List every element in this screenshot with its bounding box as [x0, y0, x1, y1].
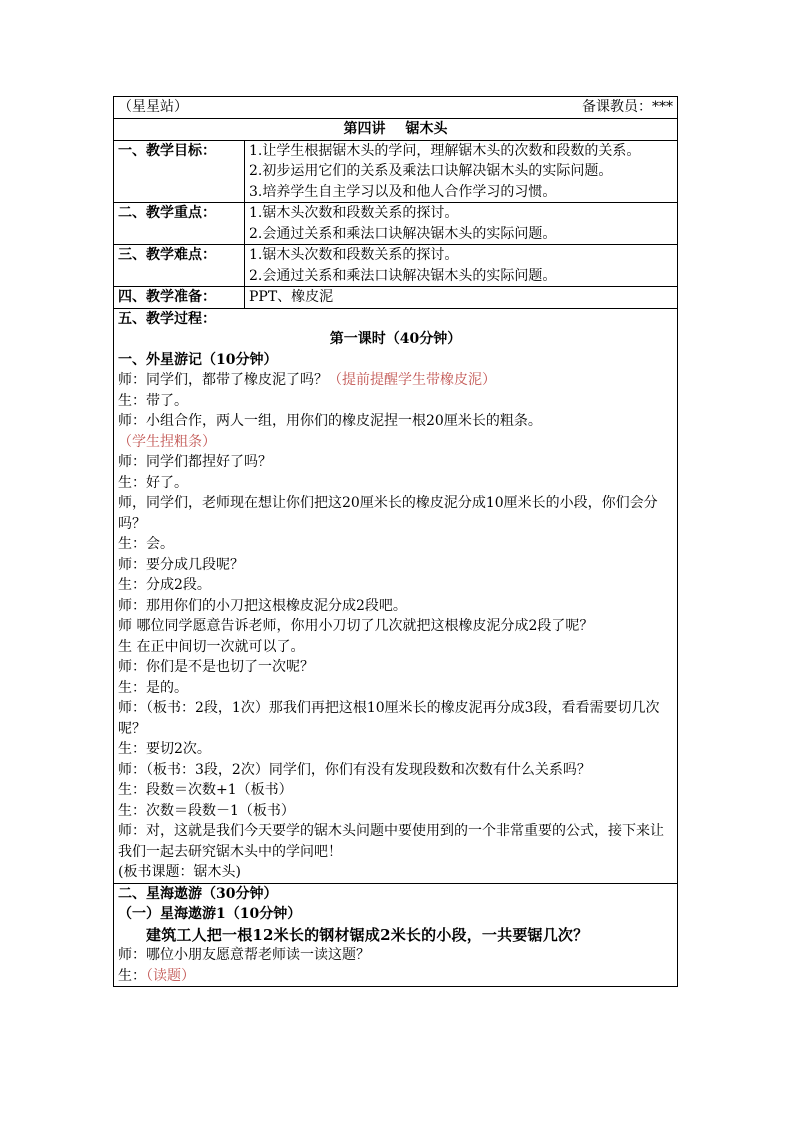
dialogue-text: 生：好了。: [118, 474, 188, 491]
part2-title: 二、星海遨游（30分钟）: [118, 885, 278, 902]
dialogue-text: 师：那用你们的小刀把这根橡皮泥分成2段吧。: [118, 597, 407, 614]
dialogue-line: [118, 637, 673, 658]
dialogue-text: 生：: [118, 967, 146, 984]
goals-content: [245, 140, 678, 203]
dialogue-line: [118, 945, 673, 966]
teaching-note: （学生捏粗条）: [118, 433, 216, 450]
difficulty-item: 2.会通过关系和乘法口诀解决锯木头的实际问题。: [249, 267, 557, 284]
dialogue-text: 师：哪位小朋友愿意帮老师读一读这题？: [118, 947, 370, 963]
preparation-row: [114, 287, 678, 309]
problem-statement: 建筑工人把一根12米长的钢材锯成2米长的小段，一共要锯几次？: [146, 925, 589, 944]
dialogue-line: [118, 473, 673, 494]
part2-content: [114, 883, 678, 987]
key-points-label: 二、教学重点：: [114, 203, 245, 245]
station-label: （星星站）: [118, 99, 188, 115]
dialogue-line: [118, 391, 673, 412]
lesson-plan: [113, 96, 677, 987]
dialogue-line: [118, 801, 673, 822]
title-row: [114, 119, 678, 141]
dialogue-text: 生 在正中间切一次就可以了。: [118, 638, 305, 655]
dialogue-line: [118, 555, 673, 576]
session-title: 第一课时（40分钟）: [329, 331, 462, 347]
key-points-content: [245, 203, 678, 245]
after-dialogue-list: [118, 945, 673, 986]
difficulties-content: [245, 245, 678, 287]
goal-item: 3.培养学生自主学习以及和他人合作学习的习惯。: [249, 183, 557, 200]
dialogue-text: 生：次数＝段数－1（板书）: [118, 802, 295, 819]
process-content: [114, 308, 678, 883]
difficulties-label: 三、教学难点：: [114, 245, 245, 287]
preparation-value: PPT、橡皮泥: [245, 287, 678, 309]
teaching-note: （读题）: [146, 967, 195, 984]
part2-row: [114, 883, 678, 987]
dialogue-line: [118, 493, 673, 534]
dialogue-line: [118, 534, 673, 555]
difficulty-item: 1.锯木头次数和段数关系的探讨。: [249, 247, 459, 263]
dialogue-line: [118, 760, 673, 781]
dialogue-text: (板书课题：锯木头): [118, 864, 241, 880]
key-point-item: 1.锯木头次数和段数关系的探讨。: [249, 205, 459, 221]
dialogue-text: 生：是的。: [118, 679, 188, 696]
dialogue-line: [118, 739, 673, 760]
dialogue-text: 生：带了。: [118, 392, 188, 409]
dialogue-text: 生：分成2段。: [118, 577, 211, 593]
dialogue-line: [118, 821, 673, 862]
dialogue-text: 师：同学们，都带了橡皮泥了吗？: [118, 372, 328, 388]
dialogue-text: 师，同学们，老师现在想让你们把这20厘米长的橡皮泥分成10厘米长的小段，你们会分吗？: [118, 495, 658, 532]
part2-subtitle: （一）星海遨游1（10分钟）: [118, 906, 302, 922]
dialogue-line: [118, 657, 673, 678]
dialogue-text: 师 哪位同学愿意告诉老师，你用小刀切了几次就把这根橡皮泥分成2段了呢？: [118, 618, 594, 634]
dialogue-text: 师：（板书：2段，1次）那我们再把这根10厘米长的橡皮泥再分成3段，看看需要切几次呢？: [118, 700, 660, 737]
dialogue-text: 师：你们是不是也切了一次呢？: [118, 659, 314, 675]
part1-title: 一、外星游记（10分钟）: [118, 351, 278, 368]
dialogue-text: 师：要分成几段呢？: [118, 556, 244, 573]
key-point-item: 2.会通过关系和乘法口诀解决锯木头的实际问题。: [249, 225, 557, 242]
dialogue-line: [118, 966, 673, 987]
preparation-label: 四、教学准备：: [114, 287, 245, 309]
goal-item: 1.让学生根据锯木头的学问，理解锯木头的次数和段数的关系。: [249, 142, 641, 159]
process-row: [114, 308, 678, 883]
lecture-topic: 锯木头: [405, 121, 448, 137]
dialogue-text: 师：（板书：3段，2次）同学们，你们有没有发现段数和次数有什么关系吗？: [118, 761, 591, 778]
teacher-label: 备课教员：***: [582, 99, 673, 115]
goals-label: 一、教学目标：: [114, 140, 245, 203]
difficulties-row: [114, 245, 678, 287]
dialogue-line: [118, 698, 673, 739]
dialogue-line: [118, 616, 673, 637]
key-points-row: [114, 203, 678, 245]
dialogue-line: [118, 411, 673, 432]
dialogue-text: 生：会。: [118, 536, 174, 552]
dialogue-line: [118, 432, 673, 453]
dialogue-list: [118, 370, 673, 883]
dialogue-line: [118, 678, 673, 699]
header-row: [114, 97, 678, 119]
goal-item: 2.初步运用它们的关系及乘法口诀解决锯木头的实际问题。: [249, 163, 613, 179]
process-label: 五、教学过程：: [118, 310, 216, 327]
lesson-table: [113, 96, 678, 987]
goals-row: [114, 140, 678, 203]
dialogue-line: [118, 575, 673, 596]
dialogue-line: [118, 596, 673, 617]
dialogue-line: [118, 452, 673, 473]
teaching-note: （提前提醒学生带橡皮泥）: [328, 372, 496, 388]
dialogue-line: [118, 370, 673, 391]
dialogue-text: 师：小组合作，两人一组，用你们的橡皮泥捏一根20厘米长的粗条。: [118, 413, 542, 429]
dialogue-text: 师：同学们都捏好了吗？: [118, 454, 272, 470]
dialogue-line: [118, 862, 673, 883]
dialogue-text: 师：对，这就是我们今天要学的锯木头问题中要使用到的一个非常重要的公式，接下来让我们一起去研究锯木头中的学问吧！: [118, 823, 664, 860]
dialogue-line: [118, 780, 673, 801]
dialogue-text: 生：要切2次。: [118, 741, 211, 757]
lecture-number: 第四讲: [343, 121, 386, 137]
dialogue-text: 生：段数＝次数+1（板书）: [118, 782, 293, 798]
